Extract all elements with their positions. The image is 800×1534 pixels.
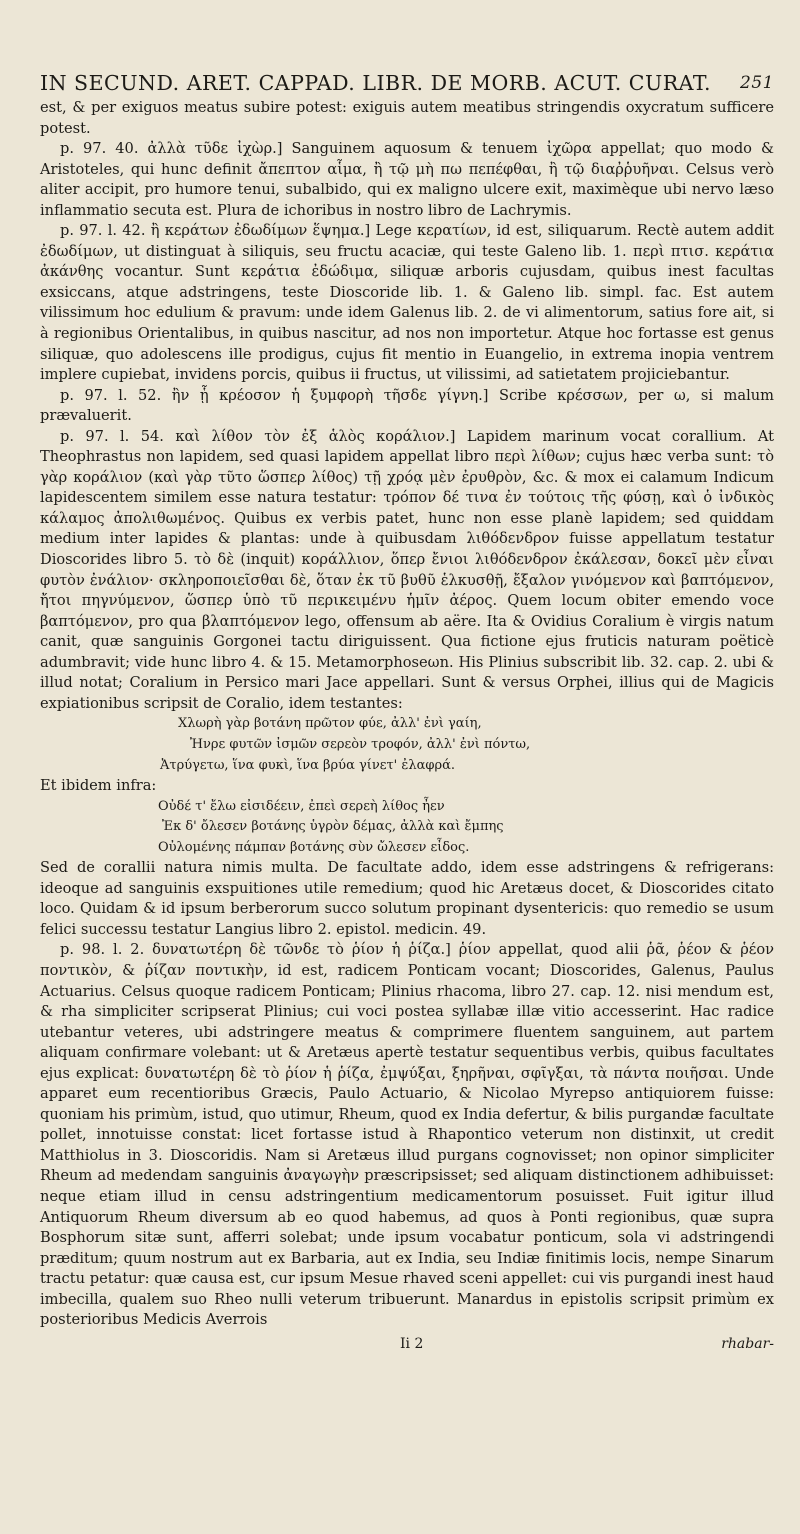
catchword: rhabar- — [721, 1335, 774, 1352]
orpheus-verse-1 — [40, 714, 774, 776]
page-number: 251 — [740, 73, 774, 93]
verse-line: Χλωρὴ γὰρ βοτάνη πρῶτον φύε, ἀλλ' ἐνὶ γαίη, — [178, 716, 482, 732]
verse-line: Ἠνρε φυτῶν ἰσμῶν σερεὸν τροφόν, ἀλλ' ἐνὶ πόντω, — [190, 736, 531, 752]
orpheus-verse-2 — [40, 797, 774, 859]
verse-line: Οὐλομένης πάμπαν βοτάνης σὺν ὤλεσεν εἶδος. — [158, 839, 470, 855]
note-corallii-facultas: Sed de corallii natura nimis multa. De facultate addo, idem esse adstringens & refrigerans: ideoque ad sanguinis exspuitiones utile remedium; quod hic Aretæus docet, & Dioscorides citato loco. Quidam & id ipsum berberorum succo solutum propinant dysentericis: quo remedio se usum felici successu testatur Langius libro 2. epistol. medicin. 49. — [40, 859, 774, 938]
running-title: IN SECUND. ARET. CAPPAD. LIBR. DE MORB. ACUT. CURAT. — [40, 71, 712, 95]
verse-line: Οὐδέ τ' ἔλω εἰσιδέειν, ἐπεὶ σερεὴ λίθος ἦεν — [158, 798, 445, 814]
et-ibidem-label: Et ibidem infra: — [40, 777, 157, 795]
body-text — [40, 98, 774, 1331]
note-rheum: p. 98. l. 2. δυνατωτέρη δὲ τῶνδε τὸ ῥίον ἡ ῥίζα.] ῥίον appellat, quod alii ῥᾶ, ῥέον & ῥέον ποντικὸν, & ῥίζαν ποντικὴν, id est, radicem Ponticam vocant; Dioscorides, Galenus, Paulus Actuarius. Celsus quoque radicem Ponticam; Plinius rhacoma, libro 27. cap. 12. nisi mendum est, & rha simpliciter scripserat Plinius; cui voci postea syllabæ illæ vitio accesserint. Hac radice utebantur veteres, ubi adstringere meatus & comprimere fluentem sanguinem, aut partem aliquam confirmare volebant: ut & Aretæus apertè testatur sequentibus verbis, quibus facultates ejus explicat: δυνατωτέρη δὲ τὸ ῥίον ἡ ῥίζα, ἐμψύξαι, ξηρῆναι, σφῖγξαι, τὰ πάντα ποιῆσαι. Unde apparet eum recentioribus Græcis, Paulo Actuario, & Nicolao Myrepso antiquiorem fuisse: quoniam his primùm, istud, quo utimur, Rheum, quod ex India defertur, & bilis purgandæ facultate pollet, innotuisse constat: licet fortasse istud à Rhapontico veterum non distinxit, ut credit Matthiolus in 3. Dioscoridis. Nam si Aretæus illud purgans cognovisset; non opinor simpliciter Rheum ad medendam sanguinis ἀναγωγὴν præscripsisset; sed aliquam distinctionem adhibuisset: neque etiam illud in censu adstringentium medicamentorum posuisset. Fuit igitur illud Antiquorum Rheum diversum ab eo quod habemus, ad quos à Ponti regionibus, quæ supra Bosphorum sitæ sunt, afferri solebat; unde ipsum vocabatur ponticum, sola vi adstringendi præditum; quum nostrum aut ex Barbaria, aut ex India, seu Indiæ finitimis locis, nempe Sinarum tractu petatur: quæ causa est, cur ipsum Mesue rhaved sceni appellet: cui vis purgandi inest haud imbecilla, qualem suo Rheo nulli veterum tribuerunt. Manardus in epistolis scripsit primùm ex posterioribus Medicis Averrois — [40, 941, 774, 1329]
note-kreosson: p. 97. l. 52. ἢν ᾗ κρέοσον ἡ ξυμφορὴ τῆσδε γίγνη.] Scribe κρέσσων, per ω, si malum prævaluerit. — [40, 386, 774, 425]
note-ichor: p. 97. 40. ἀλλὰ τῦδε ἰχὼρ.] Sanguinem aquosum & tenuem ἰχῶρα appellat; quo modo & Aristoteles, qui hunc definit ἄπεπτον αἷμα, ἢ τῷ μὴ πω πεπέφθαι, ἢ τῷ διαῤῥυῆναι. Celsus verò aliter accipit, pro humore tenui, subalbido, qui ex maligno ulcere exit, maximèque ubi nervo læso inflammatio secuta est. Plura de ichoribus in nostro libro de Lachrymis. — [40, 140, 774, 219]
verse-line: Ἀτρύγετω, ἵνα φυκὶ, ἵνα βρύα γίνετ' ἐλαφρά. — [160, 757, 456, 773]
verse-line: Ἐκ δ' ὄλεσεν βοτάνης ὑγρὸν δέμας, ἀλλὰ καὶ ἔμπης — [162, 819, 504, 835]
running-header — [40, 70, 774, 96]
note-coralium: p. 97. l. 54. καὶ λίθον τὸν ἐξ ἁλὸς κοράλιον.] Lapidem marinum vocat corallium. At Theophrastus non lapidem, sed quasi lapidem appellat libro περὶ λίθων; cujus hæc verba sunt: τὸ γὰρ κοράλιον (καὶ γὰρ τῦτο ὥσπερ λίθος) τῇ χρόᾳ μὲν ἐρυθρὸν, &c. & mox ei calamum Indicum lapidescentem similem esse natura testatur: τρόπον δέ τινα ἐν τούτοις τῆς φύσῃ, καὶ ὁ ἰνδικὸς κάλαμος ἀπολιθωμένος. Quibus ex verbis patet, hunc non esse planè lapidem; sed quiddam medium inter lapides & plantas: unde à quibusdam λιθόδενδρον fuisse appellatum testatur Dioscorides libro 5. τὸ δὲ (inquit) κοράλλιον, ὅπερ ἔνιοι λιθόδενδρον ἐκάλεσαν, δοκεῖ μὲν εἶναι φυτὸν ἐνάλιον· σκληροποιεῖσθαι δὲ, ὅταν ἐκ τῦ βυθῦ ἑλκυσθῇ, ἔξαλον γινόμενον καὶ βαπτόμενον, ἤτοι πηγνύμενον, ὥσπερ ὑπὸ τῦ περικειμένυ ἡμῖν ἀέρος. Quem locum obiter emendo voce βαπτόμενον, pro qua βλαπτόμενον lego, offensum ab aëre. Ita & Ovidius Coralium è virgis natum canit, quæ sanguinis Gorgonei tactu diriguissent. Qua fictione ejus fruticis naturam poëticè adumbravit; vide hunc libro 4. & 15. Metamorphoseωn. His Plinius subscribit lib. 32. cap. 2. ubi & illud notat; Coralium in Persico mari Jace appellari. Sunt & versus Orphei, illius qui de Magicis expiationibus scripsit de Coralio, idem testantes: — [40, 427, 774, 712]
signature-mark: Ii 2 — [400, 1335, 424, 1352]
paragraph-continuation: est, & per exiguos meatus subire potest: exiguis autem meatibus stringendis oxycratum sufficere potest. — [40, 99, 774, 137]
page-footer — [40, 1333, 774, 1355]
note-keration: p. 97. l. 42. ἢ κεράτων ἐδωδίμων ἕψημα.] Lege κερατίων, id est, siliquarum. Rectè autem addit ἐδωδίμων, ut distinguat à siliquis, seu fructu acaciæ, qui teste Galeno lib. 1. περὶ πτισ. κεράτια ἀκάνθης vocantur. Sunt κεράτια ἐδώδιμα, siliquæ arboris cujusdam, quibus inest facultas exsiccans, atque adstringens, teste Dioscoride lib. 1. & Galeno lib. simpl. fac. Est autem vilissimum hoc edulium & pravum: unde idem Galenus lib. 2. de vi alimentorum, satius fore ait, si à regionibus Orientalibus, in quibus nascitur, ad nos non importetur. Atque hoc fortasse est genus siliquæ, quo adolescens ille prodigus, cujus fit mentio in Euangelio, in extrema inopia ventrem implere cupiebat, invidens porcis, quibus ii fructus, ut vilissimi, ad satietatem projiciebantur. — [40, 222, 774, 384]
